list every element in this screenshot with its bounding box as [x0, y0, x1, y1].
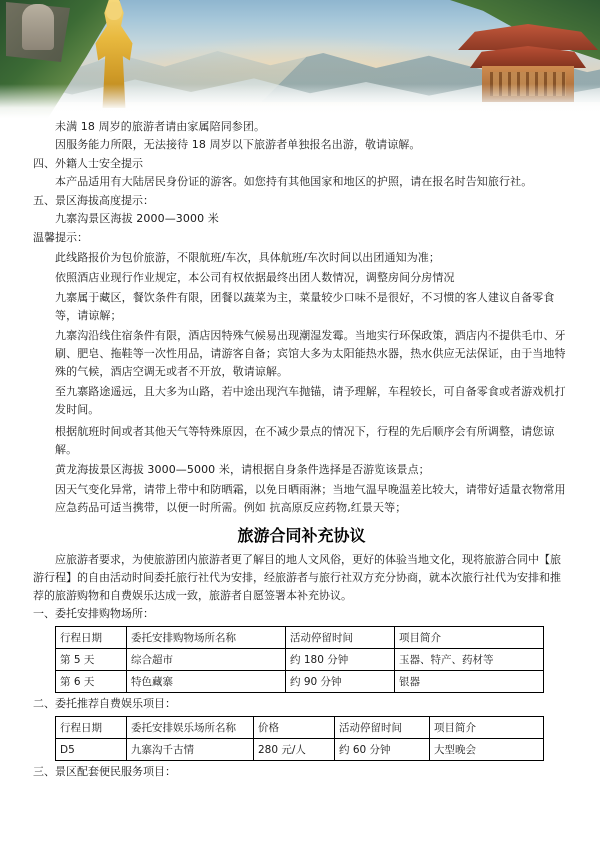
tip-item: 九寨沟沿线住宿条件有限，酒店因特殊气候易出现潮湿发霉。当地实行环保政策，酒店内不提供毛巾、牙刷、肥皂、拖鞋等一次性用品，请游客自备；宾馆大多为太阳能热水器，热水供应无法保证，由于当地特殊的气候，酒店空调无或者不开放，敬请谅解。 [55, 329, 566, 378]
table-cell: 约 60 分钟 [335, 739, 430, 761]
header-banner-image [0, 0, 600, 118]
tip-item: 黄龙海拔景区海拔 3000—5000 米，请根据自身条件选择是否游览该景点； [55, 463, 430, 476]
table-cell: 第 5 天 [56, 649, 127, 671]
table-header-cell: 活动停留时间 [286, 627, 395, 649]
entertainment-table [55, 716, 544, 761]
table-header-cell: 项目简介 [430, 717, 544, 739]
table-cell: 大型晚会 [430, 739, 544, 761]
golden-statue-head [106, 2, 122, 20]
table-row [56, 671, 544, 693]
buddha-statue-icon [22, 4, 54, 50]
document-body [0, 118, 600, 781]
table-header-cell: 行程日期 [56, 627, 127, 649]
table-cell: D5 [56, 739, 127, 761]
table-header-row [56, 627, 544, 649]
tip-item: 根据航班时间或者其他天气等特殊原因，在不减少景点的情况下，行程的先后顺序会有所调整，请您谅解。 [55, 425, 555, 456]
table-header-row [56, 717, 544, 739]
table-cell: 九寨沟千古情 [127, 739, 254, 761]
table-header-cell: 项目简介 [395, 627, 544, 649]
section-heading-foreigner: 四、外籍人士安全提示 [33, 157, 143, 170]
table-cell: 特色藏寨 [127, 671, 286, 693]
subsection-heading-shopping: 一、委托安排购物场所： [33, 607, 154, 620]
notice-line-minor-solo: 因服务能力所限，无法接待 18 周岁以下旅游者单独报名出游，敬请谅解。 [55, 138, 421, 151]
shopping-table [55, 626, 544, 693]
tip-item: 至九寨路途遥远，且大多为山路，若中途出现汽车抛锚，请予理解，车程较长，可自备零食或者游戏机打发时间。 [55, 385, 566, 416]
table-cell: 综合超市 [127, 649, 286, 671]
contract-intro-paragraph: 应旅游者要求，为使旅游团内旅游者更了解目的地人文风俗，更好的体验当地文化，现将旅游合同中【旅游行程】的自由活动时间委托旅行社代为安排，经旅游者与旅行社双方充分协商，就本次旅行社代为安排和推荐的旅游购物和自费娱乐达成一致，旅游者自愿签署本补充协议。 [33, 553, 561, 602]
section-heading-altitude: 五、景区海拔高度提示： [33, 194, 154, 207]
table-row [56, 649, 544, 671]
table-cell: 银器 [395, 671, 544, 693]
table-cell: 第 6 天 [56, 671, 127, 693]
table-cell: 约 180 分钟 [286, 649, 395, 671]
tip-item: 九寨属于藏区，餐饮条件有限，团餐以蔬菜为主，菜量较少口味不是很好，不习惯的客人建议自备零食等，请谅解； [55, 291, 555, 322]
subsection-heading-services: 三、景区配套便民服务项目： [33, 765, 176, 778]
table-cell: 280 元/人 [254, 739, 335, 761]
table-cell: 玉器、特产、药材等 [395, 649, 544, 671]
shopping-table-wrapper [55, 626, 544, 693]
table-header-cell: 行程日期 [56, 717, 127, 739]
page-title: 旅游合同补充协议 [237, 526, 366, 545]
table-header-cell: 活动停留时间 [335, 717, 430, 739]
banner-fade [0, 84, 600, 118]
tip-item: 因天气变化异常，请带上带中和防晒霜，以免日晒雨淋；当地气温早晚温差比较大，请带好适量衣物常用应急药品可适当携带，以便一时所需。例如 抗高原反应药物,红景天等； [55, 483, 566, 514]
subsection-heading-entertainment: 二、委托推荐自费娱乐项目： [33, 697, 176, 710]
notice-line-minor-accompany: 未满 18 周岁的旅游者请由家属陪同参团。 [55, 120, 266, 133]
warm-tips-heading: 温馨提示： [33, 231, 88, 244]
tip-item: 此线路报价为包价旅游，不限航班/车次，具体航班/车次时间以出团通知为准； [55, 251, 441, 264]
table-header-cell: 委托安排购物场所名称 [127, 627, 286, 649]
table-header-cell: 委托安排娱乐场所名称 [127, 717, 254, 739]
table-header-cell: 价格 [254, 717, 335, 739]
tip-item: 依照酒店业现行作业规定，本公司有权依据最终出团人数情况，调整房间分房情况 [55, 271, 455, 284]
entertainment-table-wrapper [55, 716, 544, 761]
section-body-foreigner: 本产品适用有大陆居民身份证的游客。如您持有其他国家和地区的护照，请在报名时告知旅行社。 [55, 175, 533, 188]
section-body-altitude: 九寨沟景区海拔 2000—3000 米 [55, 212, 219, 225]
table-row [56, 739, 544, 761]
table-cell: 约 90 分钟 [286, 671, 395, 693]
